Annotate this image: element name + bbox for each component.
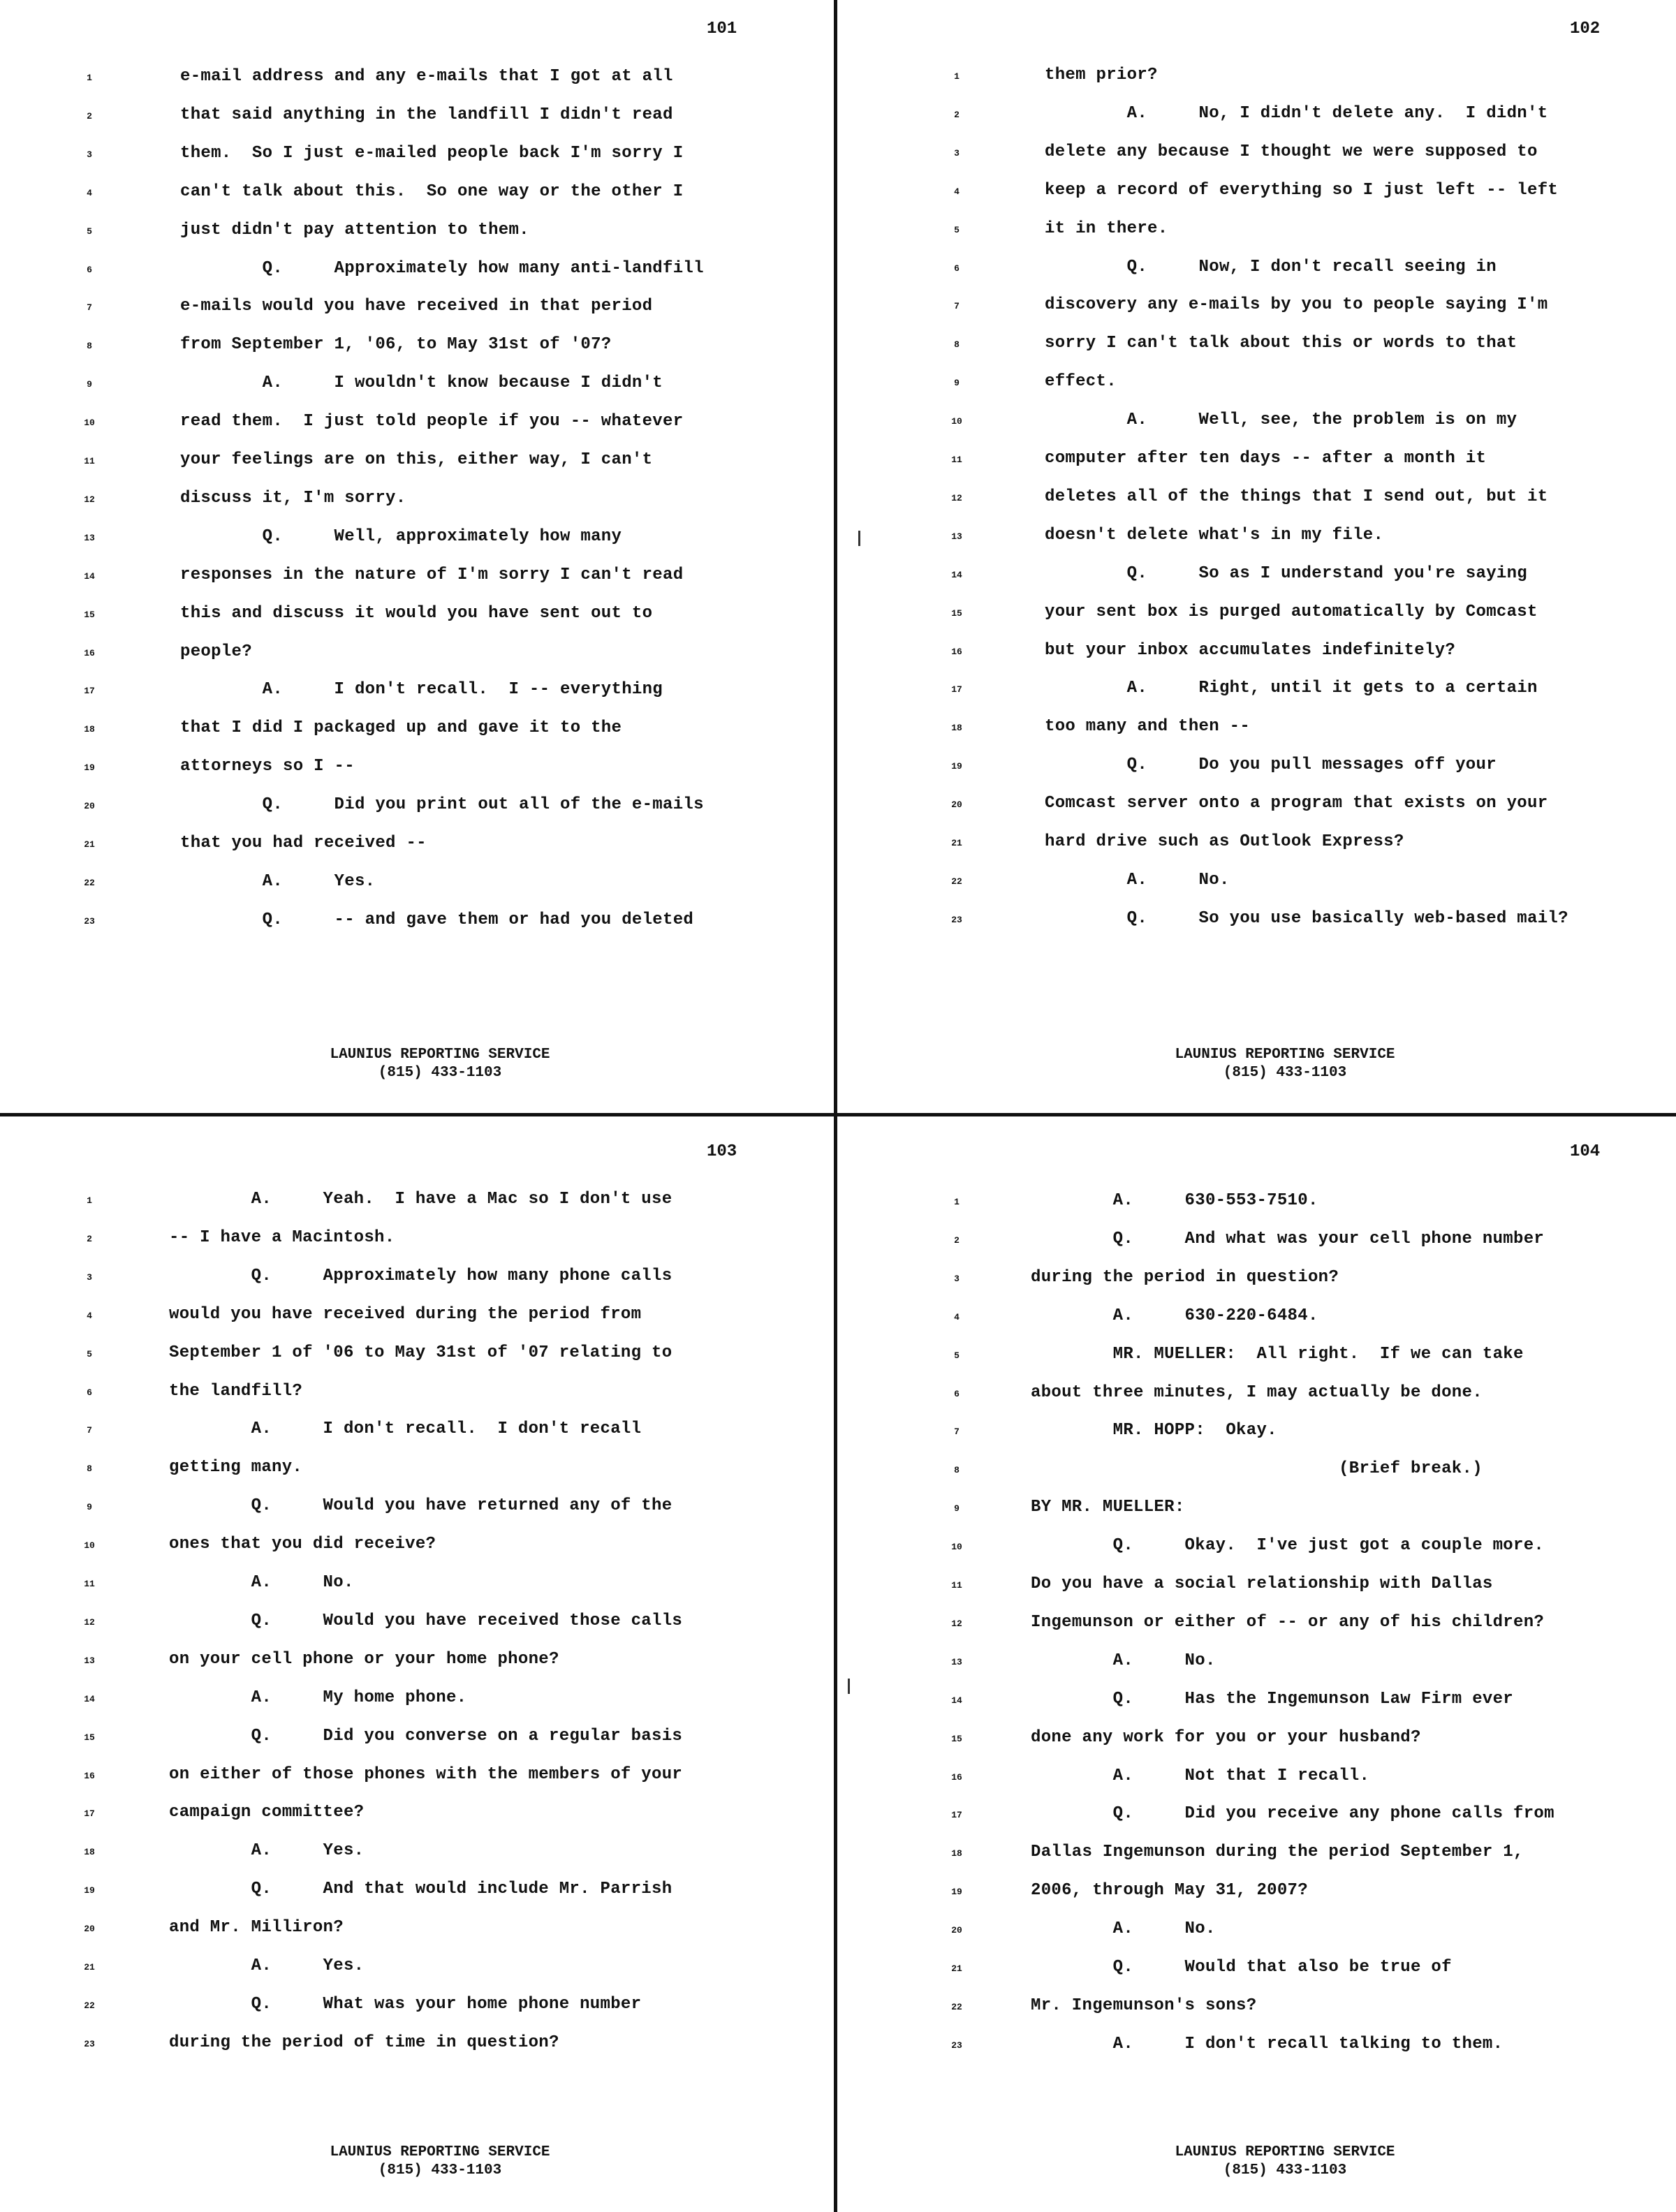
line-text: Q. Did you converse on a regular basis	[169, 1726, 683, 1746]
transcript-page-101	[0, 0, 838, 1106]
line-text: sorry I can't talk about this or words to that	[1045, 334, 1517, 353]
transcript-line	[0, 1190, 831, 1218]
transcript-line	[838, 295, 1669, 323]
line-text: doesn't delete what's in my file.	[1045, 525, 1384, 545]
transcript-line	[0, 795, 831, 823]
line-number: 6	[954, 1388, 960, 1399]
line-number: 15	[951, 607, 962, 619]
line-text: A. I don't recall. I don't recall	[169, 1420, 642, 1439]
line-number: 2	[954, 1234, 960, 1246]
line-number: 19	[951, 761, 962, 772]
line-number: 4	[87, 187, 92, 198]
line-number: 7	[87, 302, 92, 314]
line-text: Q. So as I understand you're saying	[1045, 563, 1528, 583]
transcript-line	[838, 66, 1669, 94]
transcript-line	[838, 1728, 1669, 1756]
line-number: 14	[84, 1693, 95, 1704]
line-text: Q. Do you pull messages off your	[1045, 755, 1497, 775]
line-number: 17	[951, 684, 962, 695]
page-footer	[1145, 1046, 1425, 1082]
line-text: e-mail address and any e-mails that I got at all	[180, 67, 673, 86]
line-number: 11	[84, 1579, 95, 1589]
line-number: 16	[951, 1771, 962, 1783]
transcript-line	[838, 1690, 1669, 1718]
line-text: on either of those phones with the members of your	[169, 1764, 683, 1784]
line-number: 4	[87, 1310, 92, 1321]
transcript-line	[838, 1306, 1669, 1334]
line-number: 17	[84, 1808, 95, 1820]
line-text: MR. HOPP: Okay.	[1031, 1421, 1277, 1440]
line-text: A. No.	[169, 1573, 354, 1592]
transcript-line	[838, 181, 1669, 209]
line-number: 23	[951, 914, 962, 925]
line-number: 21	[84, 839, 95, 850]
line-number: 22	[84, 877, 95, 888]
transcript-line	[838, 372, 1669, 400]
line-text: A. 630-220-6484.	[1031, 1306, 1318, 1325]
transcript-line	[0, 1918, 831, 1946]
line-number: 6	[954, 263, 960, 274]
page-number: 103	[707, 1142, 737, 1161]
reporter-name: LAUNIUS REPORTING SERVICE	[1175, 1047, 1395, 1063]
transcript-line	[0, 872, 831, 900]
transcript-line	[838, 1767, 1669, 1794]
line-text: Q. What was your home phone number	[169, 1994, 642, 2014]
line-text: them. So I just e-mailed people back I'm sorry I	[180, 143, 684, 163]
line-number: 12	[84, 494, 95, 505]
transcript-line	[0, 335, 831, 363]
line-text: A. I don't recall. I -- everything	[180, 680, 663, 700]
line-text: effect.	[1045, 372, 1117, 392]
transcript-line	[838, 1575, 1669, 1602]
line-text: Q. Did you receive any phone calls from	[1031, 1804, 1554, 1824]
transcript-line	[838, 449, 1669, 477]
line-text: -- I have a Macintosh.	[169, 1227, 395, 1247]
line-number: 10	[951, 416, 962, 427]
line-text: Mr. Ingemunson's sons?	[1031, 1996, 1257, 2015]
line-text: A. Well, see, the problem is on my	[1045, 411, 1517, 430]
line-number: 18	[84, 724, 95, 735]
line-number: 6	[87, 1387, 92, 1398]
line-text: from September 1, '06, to May 31st of '07?	[180, 335, 612, 355]
line-text: MR. MUELLER: All right. If we can take	[1031, 1344, 1524, 1364]
line-text: about three minutes, I may actually be done.	[1031, 1382, 1483, 1402]
line-text: A. My home phone.	[169, 1688, 467, 1707]
line-number: 20	[84, 801, 95, 812]
transcript-line	[838, 794, 1669, 822]
line-number: 3	[954, 1273, 960, 1284]
line-number: 2	[954, 109, 960, 120]
line-number: 18	[951, 723, 962, 734]
transcript-line	[838, 1345, 1669, 1373]
line-text: Dallas Ingemunson during the period September 1,	[1031, 1843, 1524, 1862]
line-number: 9	[87, 1502, 92, 1513]
transcript-line	[0, 1496, 831, 1524]
line-number: 14	[951, 569, 962, 580]
line-text: A. Right, until it gets to a certain	[1045, 679, 1538, 698]
transcript-line	[0, 527, 831, 555]
transcript-line	[0, 1727, 831, 1755]
transcript-line	[838, 603, 1669, 631]
line-number: 14	[951, 1695, 962, 1706]
transcript-line	[838, 832, 1669, 860]
line-number: 17	[951, 1810, 962, 1821]
transcript-line	[838, 909, 1669, 937]
reporter-name: LAUNIUS REPORTING SERVICE	[1175, 2144, 1395, 2160]
line-number: 23	[951, 2040, 962, 2051]
transcript-line	[838, 1191, 1669, 1219]
line-text: A. Not that I recall.	[1031, 1766, 1370, 1785]
line-text: on your cell phone or your home phone?	[169, 1649, 559, 1669]
line-text: during the period in question?	[1031, 1267, 1339, 1287]
line-number: 14	[84, 570, 95, 582]
line-text: Q. Now, I don't recall seeing in	[1045, 257, 1497, 276]
line-number: 1	[87, 1195, 92, 1206]
line-number: 20	[84, 1924, 95, 1935]
line-text: Q. -- and gave them or had you deleted	[180, 910, 694, 929]
line-text: A. Yes.	[169, 1841, 365, 1861]
line-text: ones that you did receive?	[169, 1535, 436, 1554]
page-number: 102	[1570, 20, 1601, 38]
transcript-line	[838, 717, 1669, 745]
transcript-line	[0, 834, 831, 862]
transcript-line	[0, 259, 831, 287]
line-number: 5	[954, 1350, 960, 1361]
page-footer	[300, 1046, 580, 1082]
line-number: 17	[84, 686, 95, 697]
transcript-line	[838, 1651, 1669, 1679]
transcript-line	[0, 182, 831, 210]
transcript-line	[838, 1421, 1669, 1449]
line-number: 7	[954, 1426, 960, 1438]
line-number: 8	[954, 1465, 960, 1476]
line-number: 3	[87, 149, 92, 160]
reporter-name: LAUNIUS REPORTING SERVICE	[330, 2144, 550, 2160]
transcript-line	[0, 1841, 831, 1869]
transcript-line	[838, 1613, 1669, 1641]
line-text: A. I wouldn't know because I didn't	[180, 374, 663, 393]
page-footer	[300, 2144, 580, 2180]
line-text: campaign committee?	[169, 1803, 365, 1822]
line-text: people?	[180, 642, 252, 661]
transcript-line	[838, 1996, 1669, 2024]
line-text: but your inbox accumulates indefinitely?	[1045, 640, 1456, 660]
transcript-line	[0, 1267, 831, 1295]
transcript-line	[838, 641, 1669, 669]
line-number: 5	[87, 1348, 92, 1359]
transcript-line	[0, 412, 831, 440]
line-number: 12	[951, 492, 962, 503]
line-number: 19	[951, 1887, 962, 1898]
transcript-line	[838, 1498, 1669, 1526]
reporter-phone: (815) 433-1103	[1223, 1065, 1347, 1081]
transcript-line	[0, 221, 831, 249]
line-text: Ingemunson or either of -- or any of his children?	[1031, 1612, 1545, 1632]
line-number: 13	[951, 531, 962, 542]
transcript-line	[0, 1803, 831, 1831]
line-number: 15	[951, 1733, 962, 1744]
line-number: 11	[951, 455, 962, 465]
line-text: attorneys so I --	[180, 757, 355, 776]
transcript-line	[838, 487, 1669, 515]
line-text: hard drive such as Outlook Express?	[1045, 832, 1404, 851]
line-text: Do you have a social relationship with Dallas	[1031, 1575, 1493, 1593]
line-text: it in there.	[1045, 219, 1168, 238]
line-text: Q. Would you have returned any of the	[169, 1496, 672, 1516]
transcript-line	[0, 566, 831, 593]
line-number: 2	[87, 110, 92, 121]
line-text: delete any because I thought we were supposed to	[1045, 142, 1538, 161]
line-text: Q. So you use basically web-based mail?	[1045, 908, 1568, 928]
transcript-line	[838, 1268, 1669, 1296]
line-text: read them. I just told people if you -- whatever	[180, 412, 684, 432]
line-text: A. 630-553-7510.	[1031, 1191, 1318, 1210]
line-number: 9	[954, 1503, 960, 1514]
line-number: 4	[954, 186, 960, 197]
transcript-line	[838, 1843, 1669, 1871]
line-text: Q. And what was your cell phone number	[1031, 1229, 1545, 1248]
line-number: 19	[84, 1885, 95, 1896]
transcript-line	[838, 411, 1669, 438]
reporter-name: LAUNIUS REPORTING SERVICE	[330, 1047, 550, 1063]
transcript-line	[0, 105, 831, 133]
line-text: September 1 of '06 to May 31st of '07 relating to	[169, 1343, 672, 1362]
transcript-line	[0, 1535, 831, 1563]
line-text: your sent box is purged automatically by Comcast	[1045, 602, 1538, 621]
transcript-line	[838, 1958, 1669, 1986]
line-number: 9	[87, 379, 92, 390]
line-text: Q. Would you have received those calls	[169, 1611, 683, 1630]
line-number: 3	[87, 1271, 92, 1283]
page-number: 101	[707, 20, 737, 38]
line-text: (Brief break.)	[1031, 1459, 1483, 1479]
reporter-phone: (815) 433-1103	[1223, 2162, 1347, 2178]
transcript-line	[838, 334, 1669, 362]
transcript-line	[0, 1343, 831, 1371]
line-number: 10	[84, 1540, 95, 1551]
transcript-line	[0, 1420, 831, 1447]
transcript-line	[0, 1573, 831, 1601]
transcript-line	[838, 679, 1669, 707]
transcript-line	[0, 297, 831, 325]
line-text: A. No.	[1045, 870, 1230, 890]
line-text: Q. Did you print out all of the e-mails	[180, 795, 704, 815]
line-number: 10	[951, 1542, 962, 1553]
line-number: 16	[951, 646, 962, 657]
transcript-line	[838, 219, 1669, 247]
transcript-line	[0, 489, 831, 517]
line-number: 21	[951, 1963, 962, 1974]
line-text: deletes all of the things that I send out, but it	[1045, 487, 1548, 506]
line-number: 1	[87, 73, 92, 83]
line-number: 8	[87, 1463, 92, 1475]
transcript-line	[0, 604, 831, 632]
line-text: Q. Has the Ingemunson Law Firm ever	[1031, 1689, 1514, 1709]
transcript-line	[0, 1650, 831, 1678]
line-number: 11	[951, 1580, 962, 1591]
line-number: 22	[951, 876, 962, 887]
line-number: 12	[951, 1618, 962, 1629]
transcript-line	[0, 910, 831, 938]
line-number: 10	[84, 418, 95, 429]
line-number: 7	[954, 301, 960, 312]
transcript-line	[0, 2033, 831, 2061]
line-text: that said anything in the landfill I didn't read	[180, 105, 673, 124]
reporter-phone: (815) 433-1103	[378, 1065, 502, 1081]
line-text: can't talk about this. So one way or the other I	[180, 182, 684, 201]
transcript-line	[0, 642, 831, 670]
transcript-line	[0, 144, 831, 172]
line-number: 2	[87, 1233, 92, 1244]
line-number: 5	[87, 226, 92, 237]
transcript-page-104	[838, 1106, 1676, 2212]
transcript-line	[0, 1612, 831, 1639]
line-text: Q. And that would include Mr. Parrish	[169, 1880, 672, 1899]
line-number: 16	[84, 647, 95, 658]
transcript-line	[0, 680, 831, 708]
transcript-line	[838, 1230, 1669, 1258]
line-number: 7	[87, 1425, 92, 1436]
line-number: 12	[84, 1616, 95, 1628]
line-text: your feelings are on this, either way, I can't	[180, 450, 653, 469]
line-number: 19	[84, 762, 95, 774]
transcript-line	[838, 142, 1669, 170]
line-text: computer after ten days -- after a month it	[1045, 449, 1487, 468]
line-text: Q. Well, approximately how many	[180, 526, 622, 546]
line-number: 13	[951, 1656, 962, 1667]
line-text: 2006, through May 31, 2007?	[1031, 1881, 1308, 1901]
line-text: during the period of time in question?	[169, 2033, 559, 2052]
transcript-line	[838, 1919, 1669, 1947]
transcript-line	[838, 2035, 1669, 2063]
transcript-line	[838, 755, 1669, 783]
page-number: 104	[1570, 1142, 1601, 1161]
line-text: that you had received --	[180, 834, 427, 853]
line-number: 1	[954, 71, 960, 82]
line-text: and Mr. Milliron?	[169, 1918, 344, 1938]
line-text: that I did I packaged up and gave it to the	[180, 718, 622, 738]
line-text: too many and then --	[1045, 717, 1251, 737]
line-number: 23	[84, 2038, 95, 2049]
line-text: getting many.	[169, 1458, 303, 1477]
line-number: 11	[84, 456, 95, 466]
line-number: 22	[951, 2001, 962, 2012]
line-text: discovery any e-mails by you to people saying I'm	[1045, 295, 1548, 315]
line-text: just didn't pay attention to them.	[180, 220, 529, 239]
transcript-line	[0, 1995, 831, 2023]
transcript-page-102	[838, 0, 1676, 1106]
line-text: would you have received during the period from	[169, 1304, 642, 1324]
line-text: keep a record of everything so I just left -- left	[1045, 180, 1559, 200]
line-text: e-mails would you have received in that period	[180, 297, 653, 316]
line-number: 21	[951, 838, 962, 848]
transcript-line	[838, 871, 1669, 899]
page-footer	[1145, 2144, 1425, 2180]
line-number: 13	[84, 532, 95, 543]
line-text: A. Yes.	[180, 871, 376, 891]
transcript-line	[838, 526, 1669, 554]
line-number: 5	[954, 224, 960, 235]
transcript-line	[838, 564, 1669, 592]
transcript-line	[838, 1881, 1669, 1909]
transcript-line	[838, 1804, 1669, 1832]
line-text: A. Yeah. I have a Mac so I don't use	[169, 1190, 672, 1209]
line-text: Q. Okay. I've just got a couple more.	[1031, 1536, 1545, 1556]
line-number: 18	[951, 1848, 962, 1859]
line-number: 16	[84, 1770, 95, 1781]
transcript-line	[0, 1956, 831, 1984]
line-text: Q. Approximately how many anti-landfill	[180, 258, 704, 278]
line-text: Comcast server onto a program that exists on your	[1045, 794, 1548, 813]
line-text: A. I don't recall talking to them.	[1031, 2034, 1504, 2054]
transcript-line	[0, 1382, 831, 1410]
transcript-line	[838, 258, 1669, 286]
line-number: 8	[87, 341, 92, 352]
line-text: this and discuss it would you have sent out to	[180, 603, 653, 623]
line-number: 23	[84, 915, 95, 927]
line-number: 21	[84, 1962, 95, 1973]
transcript-line	[0, 718, 831, 746]
line-text: discuss it, I'm sorry.	[180, 488, 406, 508]
line-text: A. Yes.	[169, 1956, 365, 1975]
line-text: Q. Would that also be true of	[1031, 1958, 1452, 1977]
line-text: A. No.	[1031, 1919, 1216, 1939]
line-text: done any work for you or your husband?	[1031, 1727, 1421, 1747]
line-number: 13	[84, 1655, 95, 1666]
line-text: them prior?	[1045, 66, 1158, 84]
transcript-line	[838, 1536, 1669, 1564]
transcript-line	[0, 1305, 831, 1333]
line-text: BY MR. MUELLER:	[1031, 1498, 1185, 1517]
line-number: 15	[84, 1732, 95, 1743]
transcript-line	[0, 1880, 831, 1908]
line-text: Q. Approximately how many phone calls	[169, 1266, 672, 1285]
line-number: 15	[84, 609, 95, 620]
transcript-line	[0, 757, 831, 785]
transcript-page-103	[0, 1106, 838, 2212]
line-number: 20	[951, 799, 962, 811]
transcript-line	[0, 1228, 831, 1256]
line-number: 6	[87, 264, 92, 275]
line-text: A. No.	[1031, 1651, 1216, 1670]
line-number: 1	[954, 1197, 960, 1207]
transcript-line	[0, 67, 831, 95]
line-text: the landfill?	[169, 1381, 303, 1401]
line-number: 8	[954, 339, 960, 351]
line-number: 3	[954, 147, 960, 158]
transcript-line	[0, 1458, 831, 1486]
line-text: responses in the nature of I'm sorry I can't read	[180, 565, 684, 584]
transcript-line	[838, 1383, 1669, 1411]
transcript-line	[0, 450, 831, 478]
transcript-line	[0, 1765, 831, 1793]
reporter-phone: (815) 433-1103	[378, 2162, 502, 2178]
line-number: 20	[951, 1925, 962, 1936]
transcript-line	[838, 104, 1669, 132]
line-number: 18	[84, 1847, 95, 1858]
line-text: A. No, I didn't delete any. I didn't	[1045, 103, 1548, 123]
line-number: 22	[84, 2000, 95, 2011]
line-number: 9	[954, 378, 960, 389]
transcript-line	[0, 1688, 831, 1716]
transcript-line	[0, 374, 831, 401]
transcript-line	[838, 1459, 1669, 1487]
line-number: 4	[954, 1311, 960, 1322]
